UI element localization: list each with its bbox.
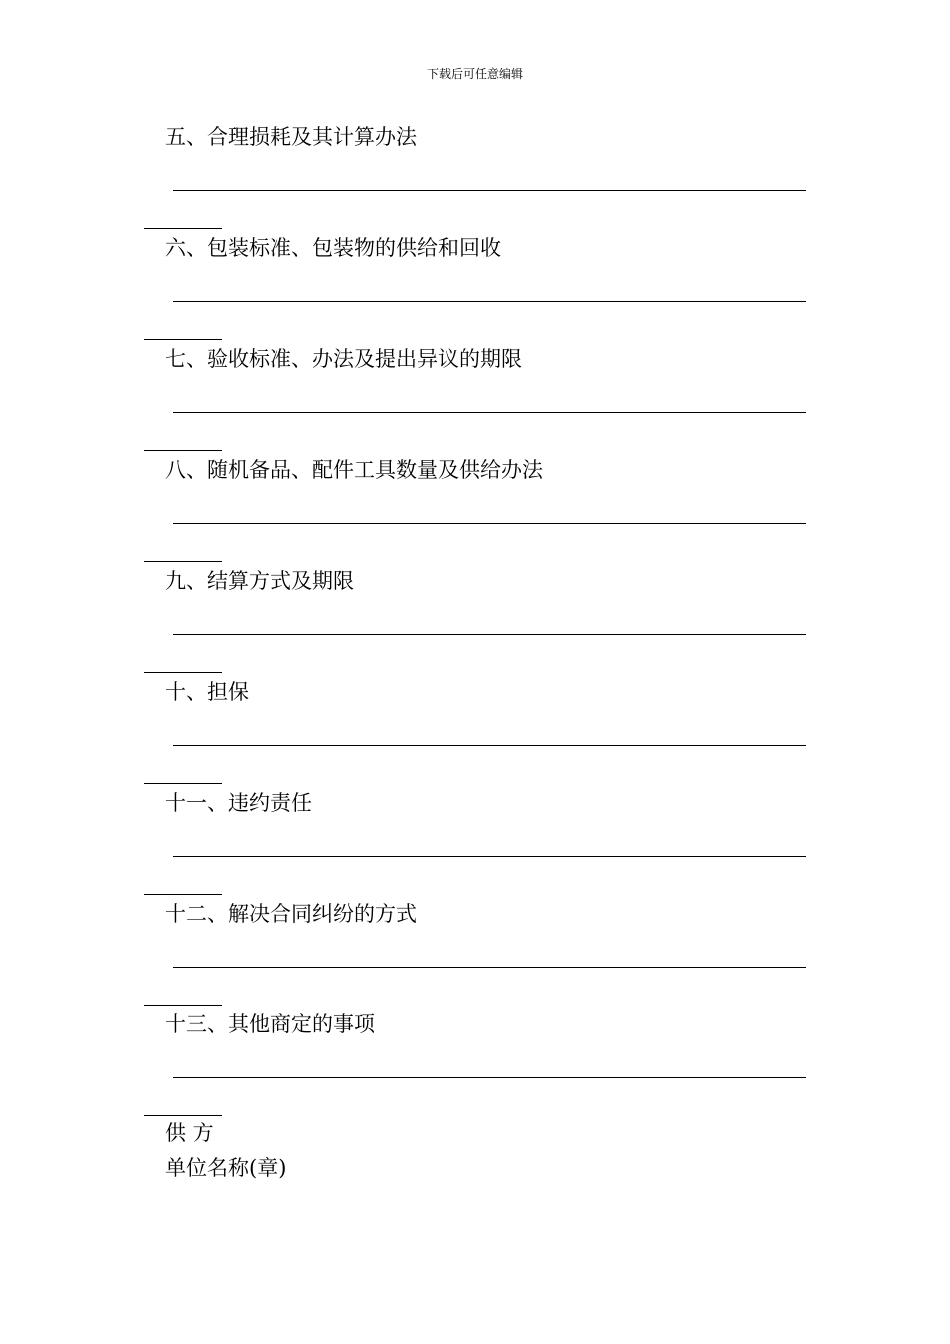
fill-in-line (173, 412, 806, 413)
section-10 (0, 678, 950, 789)
fill-in-line-continuation (144, 783, 222, 784)
section-heading: 十、担保 (165, 680, 249, 704)
page-header: 下载后可任意编辑 (426, 67, 523, 81)
fill-in-line-continuation (144, 339, 222, 340)
fill-in-line (173, 1077, 806, 1078)
section-heading: 八、随机备品、配件工具数量及供给办法 (165, 458, 543, 482)
section-heading: 十二、解决合同纠纷的方式 (165, 902, 417, 926)
section-7 (0, 345, 950, 456)
fill-in-line (173, 745, 806, 746)
fill-in-line (173, 856, 806, 857)
section-heading: 十一、违约责任 (165, 791, 312, 815)
section-9 (0, 567, 950, 678)
supplier-label: 供 方 (165, 1121, 214, 1145)
section-heading: 九、结算方式及期限 (165, 569, 354, 593)
fill-in-line-continuation (144, 1115, 222, 1116)
fill-in-line (173, 523, 806, 524)
section-heading: 七、验收标准、办法及提出异议的期限 (165, 347, 522, 371)
fill-in-line-continuation (144, 450, 222, 451)
fill-in-line (173, 190, 806, 191)
section-heading: 六、包装标准、包装物的供给和回收 (165, 236, 501, 260)
section-13 (0, 1010, 950, 1121)
section-5 (0, 123, 950, 234)
fill-in-line (173, 967, 806, 968)
section-heading: 十三、其他商定的事项 (165, 1012, 375, 1036)
section-12 (0, 900, 950, 1011)
fill-in-line-continuation (144, 894, 222, 895)
section-8 (0, 456, 950, 567)
section-6 (0, 234, 950, 345)
fill-in-line-continuation (144, 672, 222, 673)
fill-in-line-continuation (144, 561, 222, 562)
section-heading: 五、合理损耗及其计算办法 (165, 125, 417, 149)
section-11 (0, 789, 950, 900)
fill-in-line (173, 301, 806, 302)
supplier-unit-name: 单位名称(章) (165, 1156, 287, 1180)
fill-in-line (173, 634, 806, 635)
fill-in-line-continuation (144, 1005, 222, 1006)
fill-in-line-continuation (144, 228, 222, 229)
